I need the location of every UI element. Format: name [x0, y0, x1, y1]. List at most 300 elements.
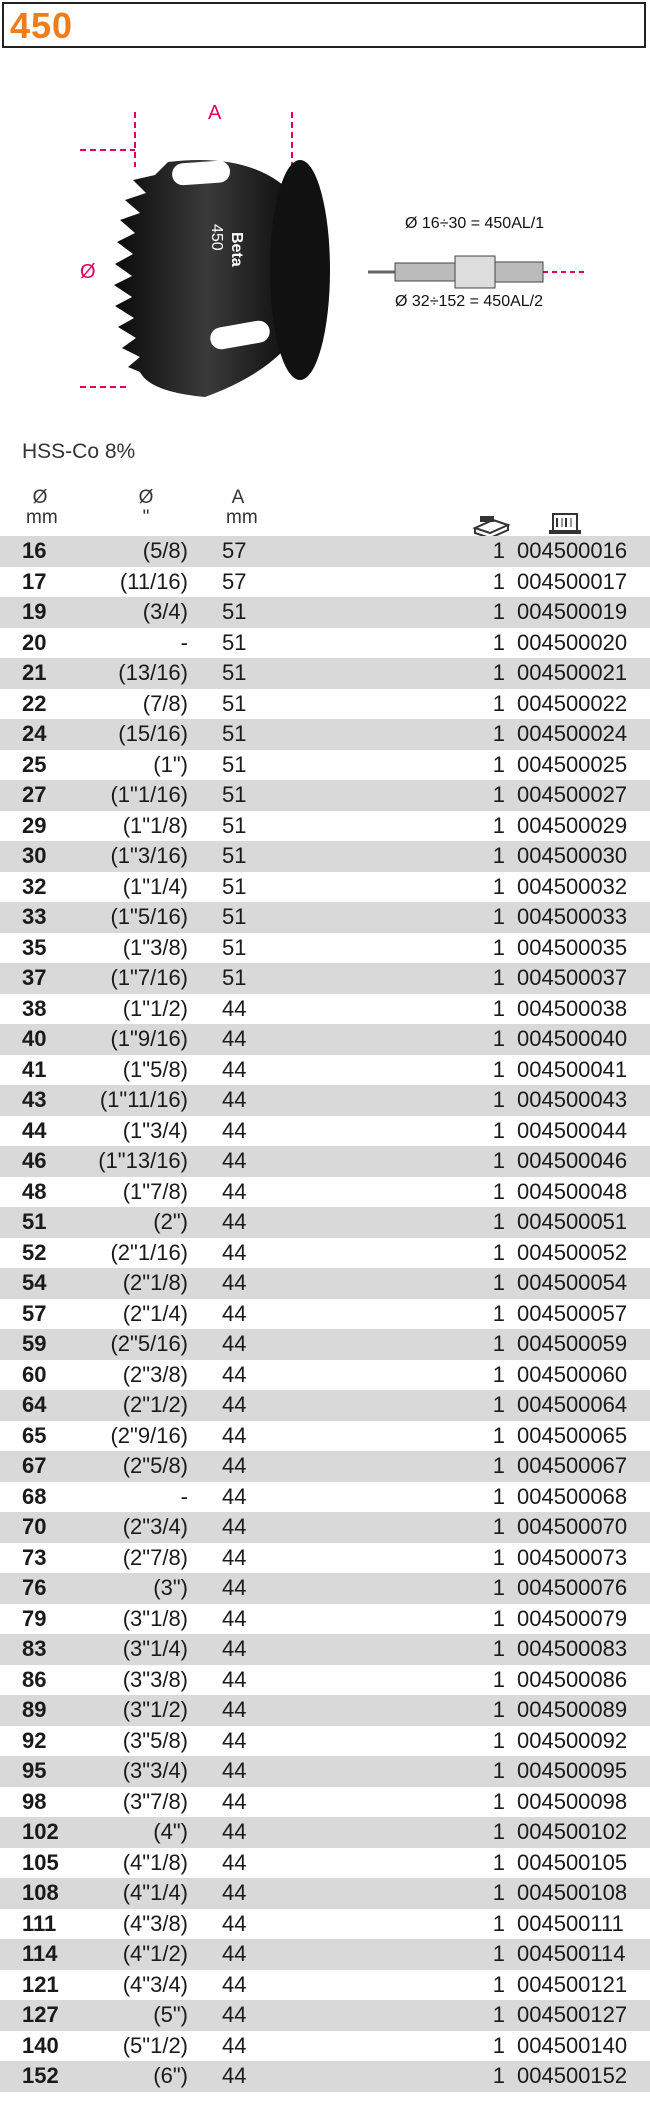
row-quantity: 1 [492, 2002, 505, 2027]
product-table [0, 536, 650, 2092]
row-length-a: 44 [222, 1971, 247, 1997]
row-article-code: 004500092 [517, 1727, 628, 1753]
row-diameter-inch: (3"7/8) [122, 1788, 188, 1814]
table-row [0, 628, 650, 659]
row-diameter-inch: (2"1/2) [122, 1392, 188, 1417]
row-article-code: 004500017 [517, 568, 628, 594]
row-diameter-inch: (4"3/4) [122, 1971, 188, 1997]
row-article-code: 004500073 [517, 1544, 628, 1570]
row-article-code: 004500032 [517, 873, 628, 899]
table-row [0, 841, 650, 872]
row-article-code: 004500052 [517, 1239, 628, 1265]
row-diameter-inch: (1"5/16) [110, 904, 188, 929]
row-diameter-inch: (3"3/8) [122, 1666, 188, 1692]
row-article-code: 004500095 [517, 1758, 628, 1783]
table-row [0, 2061, 650, 2092]
row-diameter-mm: 32 [22, 873, 47, 899]
row-quantity: 1 [492, 1422, 505, 1448]
row-quantity: 1 [492, 1361, 505, 1387]
row-quantity: 1 [492, 843, 505, 868]
row-length-a: 51 [222, 965, 247, 990]
row-diameter-inch: (1"3/16) [110, 843, 188, 868]
row-diameter-inch: (4"3/8) [122, 1910, 188, 1936]
row-article-code: 004500111 [517, 1910, 624, 1936]
row-quantity: 1 [492, 812, 505, 838]
row-length-a: 44 [222, 1514, 247, 1539]
row-diameter-inch: (1"13/16) [98, 1148, 188, 1173]
row-diameter-inch: (4"1/4) [122, 1880, 188, 1905]
row-diameter-inch: (13/16) [118, 660, 188, 685]
row-quantity: 1 [492, 1941, 505, 1966]
row-quantity: 1 [492, 934, 505, 960]
row-diameter-mm: 57 [22, 1300, 47, 1326]
row-diameter-inch: (2"9/16) [110, 1422, 188, 1448]
row-article-code: 004500079 [517, 1605, 628, 1631]
row-article-code: 004500051 [517, 1209, 628, 1234]
row-diameter-inch: (3"1/8) [122, 1605, 188, 1631]
row-diameter-mm: 17 [22, 568, 47, 594]
row-article-code: 004500068 [517, 1483, 628, 1509]
row-article-code: 004500030 [517, 843, 628, 868]
row-diameter-inch: (1"7/8) [122, 1178, 188, 1204]
row-diameter-inch: - [180, 1483, 188, 1509]
row-length-a: 44 [222, 1239, 247, 1265]
table-row [0, 780, 650, 811]
row-diameter-inch: (2"3/8) [122, 1361, 188, 1387]
row-length-a: 44 [222, 1910, 247, 1936]
row-diameter-mm: 89 [22, 1697, 47, 1722]
row-article-code: 004500064 [517, 1392, 628, 1417]
row-diameter-inch: (1"1/8) [122, 812, 188, 838]
table-row [0, 1787, 650, 1818]
row-length-a: 44 [222, 1361, 247, 1387]
row-diameter-mm: 37 [22, 965, 47, 990]
row-length-a: 57 [222, 538, 247, 563]
row-length-a: 44 [222, 1056, 247, 1082]
row-diameter-mm: 16 [22, 538, 47, 563]
row-diameter-mm: 27 [22, 782, 47, 807]
arbor-note-2: Ø 32÷152 = 450AL/2 [395, 293, 544, 310]
row-quantity: 1 [492, 1117, 505, 1143]
header-a-unit: mm [226, 507, 258, 528]
row-article-code: 004500114 [517, 1941, 626, 1966]
row-quantity: 1 [492, 690, 505, 716]
row-diameter-mm: 79 [22, 1605, 47, 1631]
row-quantity: 1 [492, 1300, 505, 1326]
row-diameter-mm: 51 [22, 1209, 47, 1234]
row-diameter-mm: 48 [22, 1178, 47, 1204]
table-row [0, 1329, 650, 1360]
row-diameter-inch: (1"9/16) [110, 1026, 188, 1051]
table-row [0, 1848, 650, 1879]
row-diameter-mm: 46 [22, 1148, 47, 1173]
row-diameter-inch: (3"3/4) [122, 1758, 188, 1783]
table-row [0, 1512, 650, 1543]
row-length-a: 44 [222, 1819, 247, 1844]
row-article-code: 004500044 [517, 1117, 628, 1143]
row-diameter-inch: (1"5/8) [122, 1056, 188, 1082]
row-quantity: 1 [492, 1849, 505, 1875]
row-article-code: 004500065 [517, 1422, 628, 1448]
row-diameter-mm: 25 [22, 751, 47, 777]
row-length-a: 51 [222, 873, 247, 899]
row-quantity: 1 [492, 751, 505, 777]
row-article-code: 004500059 [517, 1331, 628, 1356]
row-length-a: 44 [222, 1544, 247, 1570]
row-diameter-mm: 111 [22, 1910, 57, 1936]
row-quantity: 1 [492, 782, 505, 807]
row-length-a: 51 [222, 660, 247, 685]
table-row [0, 1116, 650, 1147]
row-diameter-inch: (4"1/8) [122, 1849, 188, 1875]
header-d-unit: mm [26, 507, 58, 528]
row-length-a: 51 [222, 843, 247, 868]
row-quantity: 1 [492, 873, 505, 899]
row-quantity: 1 [492, 1758, 505, 1783]
table-row [0, 1360, 650, 1391]
row-diameter-mm: 59 [22, 1331, 47, 1356]
header-a-label: A [231, 487, 245, 508]
model-label: 450 [208, 224, 225, 251]
package-icon [475, 516, 508, 536]
arbor-note-1: Ø 16÷30 = 450AL/1 [405, 215, 545, 232]
table-row [0, 1817, 650, 1848]
row-article-code: 004500048 [517, 1178, 628, 1204]
row-article-code: 004500060 [517, 1361, 628, 1387]
row-quantity: 1 [492, 1392, 505, 1417]
row-quantity: 1 [492, 1087, 505, 1112]
header-in-unit: " [142, 507, 150, 528]
barcode-icon [549, 514, 581, 534]
row-diameter-inch: (1"3/8) [122, 934, 188, 960]
row-quantity: 1 [492, 995, 505, 1021]
row-diameter-mm: 22 [22, 690, 47, 716]
row-article-code: 004500152 [517, 2063, 628, 2088]
row-length-a: 44 [222, 1392, 247, 1417]
table-row [0, 1665, 650, 1696]
row-length-a: 44 [222, 1788, 247, 1814]
row-length-a: 51 [222, 934, 247, 960]
row-diameter-mm: 73 [22, 1544, 47, 1570]
dim-d-label: Ø [80, 261, 96, 283]
row-article-code: 004500016 [517, 538, 628, 563]
row-length-a: 51 [222, 812, 247, 838]
row-quantity: 1 [492, 538, 505, 563]
row-diameter-mm: 43 [22, 1087, 47, 1112]
table-row [0, 1268, 650, 1299]
row-diameter-inch: (2"1/4) [122, 1300, 188, 1326]
row-quantity: 1 [492, 1727, 505, 1753]
table-row [0, 963, 650, 994]
row-diameter-inch: (7/8) [142, 690, 188, 716]
row-diameter-inch: (5/8) [142, 538, 188, 563]
row-quantity: 1 [492, 1788, 505, 1814]
row-diameter-inch: (1"11/16) [99, 1087, 188, 1112]
table-row [0, 1909, 650, 1940]
row-diameter-inch: (2"1/16) [110, 1239, 188, 1265]
table-row [0, 872, 650, 903]
row-quantity: 1 [492, 1819, 505, 1844]
row-diameter-mm: 127 [22, 2002, 59, 2027]
table-row [0, 689, 650, 720]
row-quantity: 1 [492, 1514, 505, 1539]
row-length-a: 44 [222, 1453, 247, 1478]
row-diameter-mm: 24 [22, 721, 47, 746]
table-row [0, 597, 650, 628]
row-length-a: 44 [222, 1575, 247, 1600]
row-length-a: 44 [222, 1758, 247, 1783]
row-quantity: 1 [492, 1239, 505, 1265]
row-diameter-mm: 38 [22, 995, 47, 1021]
table-row [0, 658, 650, 689]
row-diameter-inch: (4"1/2) [122, 1941, 188, 1966]
table-row [0, 536, 650, 567]
row-article-code: 004500040 [517, 1026, 628, 1051]
row-article-code: 004500057 [517, 1300, 628, 1326]
row-diameter-mm: 70 [22, 1514, 47, 1539]
table-row [0, 1421, 650, 1452]
row-length-a: 44 [222, 1666, 247, 1692]
row-length-a: 44 [222, 1178, 247, 1204]
row-quantity: 1 [492, 721, 505, 746]
table-row [0, 1695, 650, 1726]
table-row [0, 1024, 650, 1055]
row-diameter-mm: 102 [22, 1819, 59, 1844]
table-row [0, 1055, 650, 1086]
row-article-code: 004500067 [517, 1453, 628, 1478]
row-article-code: 004500083 [517, 1636, 628, 1661]
row-quantity: 1 [492, 1331, 505, 1356]
row-diameter-inch: (3/4) [142, 599, 188, 624]
row-length-a: 51 [222, 751, 247, 777]
row-quantity: 1 [492, 1605, 505, 1631]
row-diameter-inch: (2"1/8) [122, 1270, 188, 1295]
row-diameter-inch: (2"7/8) [122, 1544, 188, 1570]
row-article-code: 004500019 [517, 599, 628, 624]
dim-a-label: A [208, 102, 222, 124]
table-row [0, 719, 650, 750]
row-quantity: 1 [492, 1697, 505, 1722]
row-quantity: 1 [492, 965, 505, 990]
row-diameter-mm: 114 [22, 1941, 58, 1966]
row-length-a: 44 [222, 1026, 247, 1051]
row-length-a: 44 [222, 1270, 247, 1295]
header-d: Ø [32, 487, 48, 508]
row-diameter-mm: 65 [22, 1422, 47, 1448]
row-diameter-mm: 54 [22, 1270, 47, 1295]
table-row [0, 902, 650, 933]
row-diameter-inch: (1"1/16) [110, 782, 188, 807]
row-diameter-mm: 44 [22, 1117, 47, 1143]
row-diameter-inch: (3"1/2) [122, 1697, 188, 1722]
row-diameter-inch: (3"5/8) [122, 1727, 188, 1753]
row-length-a: 44 [222, 1300, 247, 1326]
row-quantity: 1 [492, 1880, 505, 1905]
table-row [0, 933, 650, 964]
brand-label: Beta [228, 232, 245, 267]
row-length-a: 44 [222, 1697, 247, 1722]
row-quantity: 1 [492, 599, 505, 624]
row-article-code: 004500121 [517, 1971, 628, 1997]
row-quantity: 1 [492, 1971, 505, 1997]
row-length-a: 51 [222, 904, 247, 929]
table-row [0, 994, 650, 1025]
row-length-a: 51 [222, 629, 247, 655]
row-length-a: 44 [222, 1148, 247, 1173]
table-row [0, 1207, 650, 1238]
row-diameter-inch: (6") [153, 2063, 188, 2088]
row-length-a: 44 [222, 1209, 247, 1234]
row-article-code: 004500043 [517, 1087, 628, 1112]
material-label: HSS-Co 8% [22, 440, 136, 463]
row-quantity: 1 [492, 2063, 505, 2088]
table-row [0, 1177, 650, 1208]
row-article-code: 004500035 [517, 934, 628, 960]
table-row [0, 1238, 650, 1269]
row-diameter-mm: 64 [22, 1392, 47, 1417]
row-length-a: 44 [222, 995, 247, 1021]
row-quantity: 1 [492, 1209, 505, 1234]
table-row [0, 1756, 650, 1787]
row-diameter-inch: (1"3/4) [122, 1117, 188, 1143]
row-quantity: 1 [492, 1636, 505, 1661]
row-length-a: 44 [222, 2063, 247, 2088]
hole-saw-drawing [0, 92, 650, 412]
row-length-a: 44 [222, 2002, 247, 2027]
table-row [0, 2000, 650, 2031]
row-article-code: 004500021 [517, 660, 628, 685]
row-article-code: 004500054 [517, 1270, 628, 1295]
row-quantity: 1 [492, 1575, 505, 1600]
row-diameter-mm: 52 [22, 1239, 47, 1265]
title-box [2, 2, 646, 48]
table-row [0, 1299, 650, 1330]
row-article-code: 004500102 [517, 1819, 628, 1844]
row-quantity: 1 [492, 2032, 505, 2058]
table-row [0, 1390, 650, 1421]
row-quantity: 1 [492, 1910, 505, 1936]
row-quantity: 1 [492, 568, 505, 594]
row-article-code: 004500033 [517, 904, 628, 929]
row-diameter-mm: 33 [22, 904, 47, 929]
row-diameter-mm: 92 [22, 1727, 47, 1753]
row-diameter-inch: - [180, 629, 188, 655]
row-quantity: 1 [492, 1056, 505, 1082]
row-diameter-inch: (1"7/16) [110, 965, 188, 990]
table-row [0, 1573, 650, 1604]
row-quantity: 1 [492, 1453, 505, 1478]
row-length-a: 44 [222, 2032, 247, 2058]
row-diameter-mm: 76 [22, 1575, 47, 1600]
row-diameter-inch: (5") [153, 2002, 188, 2027]
row-length-a: 44 [222, 1422, 247, 1448]
row-diameter-inch: (4") [153, 1819, 188, 1844]
row-diameter-mm: 30 [22, 843, 47, 868]
row-diameter-mm: 60 [22, 1361, 47, 1387]
row-quantity: 1 [492, 660, 505, 685]
row-length-a: 44 [222, 1483, 247, 1509]
table-row [0, 1939, 650, 1970]
row-diameter-inch: (15/16) [118, 721, 188, 746]
row-article-code: 004500089 [517, 1697, 628, 1722]
table-row [0, 1970, 650, 2001]
row-length-a: 44 [222, 1331, 247, 1356]
row-diameter-mm: 121 [22, 1971, 59, 1997]
row-length-a: 44 [222, 1849, 247, 1875]
row-article-code: 004500022 [517, 690, 628, 716]
row-quantity: 1 [492, 1270, 505, 1295]
row-article-code: 004500027 [517, 782, 628, 807]
row-length-a: 44 [222, 1880, 247, 1905]
table-row [0, 1878, 650, 1909]
row-diameter-mm: 95 [22, 1758, 47, 1783]
row-article-code: 004500127 [517, 2002, 628, 2027]
row-article-code: 004500140 [517, 2032, 628, 2058]
row-length-a: 51 [222, 690, 247, 716]
row-quantity: 1 [492, 1544, 505, 1570]
row-length-a: 44 [222, 1605, 247, 1631]
row-diameter-mm: 108 [22, 1880, 59, 1905]
row-article-code: 004500037 [517, 965, 628, 990]
row-diameter-mm: 41 [22, 1056, 47, 1082]
row-diameter-inch: (2"3/4) [122, 1514, 188, 1539]
row-diameter-inch: (1"1/4) [122, 873, 188, 899]
row-diameter-inch: (3"1/4) [122, 1636, 188, 1661]
row-quantity: 1 [492, 1178, 505, 1204]
row-quantity: 1 [492, 1483, 505, 1509]
row-length-a: 51 [222, 599, 247, 624]
page-title: 450 [10, 5, 74, 46]
table-row [0, 750, 650, 781]
table-row [0, 811, 650, 842]
table-row [0, 2031, 650, 2062]
row-diameter-inch: (1"1/2) [122, 995, 188, 1021]
row-article-code: 004500098 [517, 1788, 628, 1814]
row-diameter-mm: 152 [22, 2063, 59, 2088]
table-row [0, 1604, 650, 1635]
row-length-a: 57 [222, 568, 247, 594]
row-diameter-mm: 67 [22, 1453, 47, 1478]
row-quantity: 1 [492, 904, 505, 929]
row-diameter-mm: 68 [22, 1483, 47, 1509]
row-diameter-inch: (2"5/8) [122, 1453, 188, 1478]
row-length-a: 51 [222, 721, 247, 746]
row-diameter-inch: (2") [153, 1209, 188, 1234]
row-length-a: 51 [222, 782, 247, 807]
row-diameter-mm: 86 [22, 1666, 47, 1692]
row-quantity: 1 [492, 1148, 505, 1173]
row-diameter-mm: 83 [22, 1636, 47, 1661]
row-quantity: 1 [492, 1666, 505, 1692]
row-article-code: 004500046 [517, 1148, 628, 1173]
row-diameter-mm: 21 [22, 660, 47, 685]
row-article-code: 004500086 [517, 1666, 628, 1692]
row-diameter-mm: 140 [22, 2032, 59, 2058]
header-icons [0, 507, 650, 536]
row-article-code: 004500038 [517, 995, 628, 1021]
row-diameter-inch: (3") [153, 1575, 188, 1600]
row-length-a: 44 [222, 1087, 247, 1112]
row-diameter-mm: 105 [22, 1849, 59, 1875]
table-row [0, 1482, 650, 1513]
table-row [0, 1634, 650, 1665]
row-diameter-mm: 98 [22, 1788, 47, 1814]
table-row [0, 1726, 650, 1757]
row-diameter-mm: 40 [22, 1026, 47, 1051]
table-row [0, 1146, 650, 1177]
row-length-a: 44 [222, 1117, 247, 1143]
row-article-code: 004500025 [517, 751, 628, 777]
